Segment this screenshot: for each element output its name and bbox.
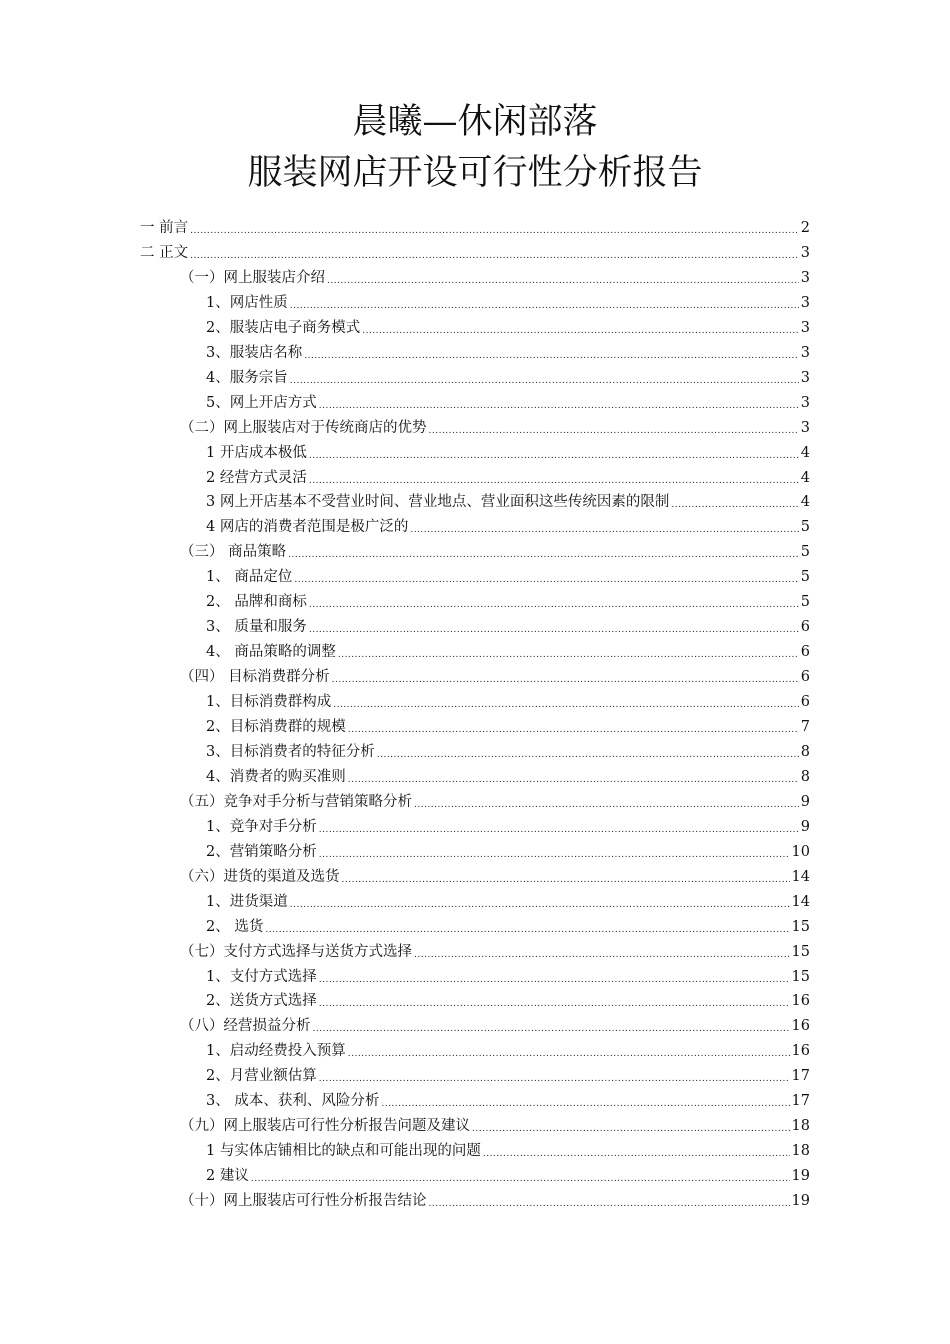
toc-entry[interactable] [206, 717, 810, 737]
toc-entry-label: 2、月营业额估算 [206, 1068, 317, 1085]
toc-leader-dots [190, 249, 799, 263]
toc-entry-label: 2、 品牌和商标 [206, 594, 307, 611]
toc-entry[interactable] [206, 991, 810, 1011]
toc-leader-dots [414, 948, 790, 962]
toc-entry[interactable] [206, 592, 810, 612]
toc-entry-label: 1 与实体店铺相比的缺点和可能出现的问题 [206, 1143, 481, 1160]
toc-leader-dots [319, 823, 799, 837]
toc-entry[interactable] [206, 468, 810, 488]
toc-entry[interactable] [206, 1141, 810, 1161]
toc-entry[interactable] [206, 293, 810, 313]
toc-page-number: 3 [800, 419, 810, 436]
toc-entry[interactable] [206, 842, 810, 862]
toc-entry-label: （四） 目标消费群分析 [180, 669, 330, 686]
toc-entry[interactable] [180, 1116, 810, 1136]
toc-page-number: 9 [800, 818, 810, 835]
toc-leader-dots [362, 324, 799, 338]
toc-leader-dots [429, 424, 799, 438]
toc-page-number: 5 [800, 569, 810, 586]
toc-page-number: 4 [800, 469, 810, 486]
toc-page-number: 6 [800, 644, 810, 661]
toc-entry[interactable] [206, 1041, 810, 1061]
toc-leader-dots [309, 598, 799, 612]
toc-entry-label: 2、 选货 [206, 918, 264, 935]
toc-leader-dots [319, 1072, 790, 1086]
toc-page-number: 2 [800, 220, 810, 236]
toc-page-number: 10 [791, 843, 810, 860]
toc-page-number: 4 [800, 494, 810, 511]
toc-entry[interactable] [206, 368, 810, 388]
toc-leader-dots [319, 973, 790, 987]
toc-page-number: 7 [800, 719, 810, 735]
toc-leader-dots [671, 498, 798, 512]
toc-page-number: 5 [800, 594, 810, 611]
toc-entry[interactable] [206, 1066, 810, 1086]
toc-entry-label: 3、 成本、获利、风险分析 [206, 1093, 380, 1110]
toc-page-number: 3 [800, 344, 810, 361]
toc-page-number: 14 [791, 868, 810, 885]
toc-page-number: 6 [800, 669, 810, 686]
toc-entry[interactable] [206, 617, 810, 637]
toc-entry[interactable] [206, 642, 810, 662]
toc-entry-label: 1、竞争对手分析 [206, 818, 317, 835]
toc-leader-dots [472, 1122, 790, 1136]
toc-leader-dots [327, 274, 799, 288]
toc-page-number: 15 [791, 918, 810, 935]
toc-leader-dots [190, 224, 799, 238]
toc-entry[interactable] [206, 393, 810, 413]
toc-page-number: 17 [791, 1093, 810, 1110]
toc-leader-dots [290, 898, 790, 912]
toc-page-number: 19 [791, 1193, 810, 1210]
toc-page-number: 15 [791, 943, 810, 960]
toc-entry-label: 2、送货方式选择 [206, 993, 317, 1010]
toc-entry-label: （一）网上服装店介绍 [180, 269, 325, 286]
toc-entry[interactable] [206, 917, 810, 937]
toc-entry-label: 1、支付方式选择 [206, 968, 317, 985]
toc-leader-dots [304, 349, 799, 363]
toc-entry[interactable] [206, 443, 810, 463]
toc-leader-dots [348, 773, 799, 787]
toc-page-number: 15 [791, 968, 810, 985]
toc-leader-dots [319, 848, 790, 862]
toc-entry[interactable] [206, 343, 810, 363]
toc-page-number: 19 [791, 1168, 810, 1185]
toc-entry[interactable] [206, 817, 810, 837]
toc-leader-dots [333, 698, 799, 712]
toc-entry[interactable] [180, 418, 810, 438]
toc-leader-dots [429, 1197, 790, 1211]
toc-entry[interactable] [206, 892, 810, 912]
toc-leader-dots [309, 623, 799, 637]
toc-entry[interactable] [206, 967, 810, 987]
toc-leader-dots [319, 399, 799, 413]
toc-page-number: 8 [800, 768, 810, 785]
toc-page-number: 3 [800, 244, 810, 261]
toc-page-number: 3 [800, 294, 810, 311]
toc-entry-label: 3、目标消费者的特征分析 [206, 743, 375, 760]
toc-page-number: 3 [800, 394, 810, 411]
toc-leader-dots [348, 723, 799, 737]
toc-page-number: 14 [791, 893, 810, 910]
toc-entry[interactable] [180, 667, 810, 687]
toc-leader-dots [309, 449, 799, 463]
toc-entry-label: 4 网店的消费者范围是极广泛的 [206, 519, 409, 536]
toc-leader-dots [410, 523, 798, 537]
toc-leader-dots [381, 1097, 789, 1111]
toc-entry-label: 2、服装店电子商务模式 [206, 319, 361, 336]
toc-entry-label: （二）网上服装店对于传统商店的优势 [180, 419, 427, 436]
toc-entry-label: 1、进货渠道 [206, 893, 288, 910]
toc-leader-dots [309, 474, 799, 488]
toc-leader-dots [265, 923, 789, 937]
document-subtitle: 服装网店开设可行性分析报告 [247, 153, 703, 193]
toc-entry[interactable] [180, 1016, 810, 1036]
toc-entry-label: 2 经营方式灵活 [206, 469, 307, 486]
toc-entry-label: （五）竞争对手分析与营销策略分析 [180, 793, 412, 810]
toc-leader-dots [290, 374, 799, 388]
toc-page-number: 6 [800, 619, 810, 636]
toc-leader-dots [290, 299, 799, 313]
toc-page-number: 16 [791, 993, 810, 1010]
toc-entry[interactable] [206, 517, 810, 537]
toc-entry-label: 一 前言 [140, 220, 189, 236]
toc-page-number: 17 [791, 1068, 810, 1085]
toc-page-number: 3 [800, 269, 810, 286]
toc-entry[interactable] [206, 692, 810, 712]
document-title: 晨曦—休闲部落 [352, 102, 598, 142]
toc-entry[interactable] [206, 567, 810, 587]
toc-entry-label: （七）支付方式选择与送货方式选择 [180, 943, 412, 960]
toc-entry-label: 1、 商品定位 [206, 569, 293, 586]
toc-entry-label: （八）经营损益分析 [180, 1018, 311, 1035]
toc-leader-dots [313, 1022, 790, 1036]
toc-entry[interactable] [180, 1191, 810, 1211]
toc-entry-label: 2、营销策略分析 [206, 843, 317, 860]
toc-entry[interactable] [206, 1166, 810, 1186]
toc-entry[interactable] [140, 218, 810, 238]
toc-page-number: 16 [791, 1043, 810, 1060]
toc-entry-label: 1、目标消费群构成 [206, 694, 332, 711]
toc-entry-label: 3、服装店名称 [206, 344, 303, 361]
toc-entry[interactable] [206, 492, 810, 512]
toc-leader-dots [348, 1047, 790, 1061]
toc-entry[interactable] [180, 542, 810, 562]
toc-entry-label: 4、 商品策略的调整 [206, 644, 336, 661]
toc-entry[interactable] [140, 243, 810, 263]
toc-entry-label: 1、启动经费投入预算 [206, 1043, 346, 1060]
toc-page-number: 4 [800, 444, 810, 461]
toc-entry-label: 2、目标消费群的规模 [206, 719, 346, 735]
toc-leader-dots [414, 798, 799, 812]
toc-page-number: 18 [791, 1143, 810, 1160]
toc-entry[interactable] [180, 268, 810, 288]
toc-entry-label: （十）网上服装店可行性分析报告结论 [180, 1193, 427, 1210]
toc-page-number: 16 [791, 1018, 810, 1035]
toc-leader-dots [483, 1147, 790, 1161]
toc-leader-dots [342, 873, 790, 887]
toc-entry-label: （九）网上服装店可行性分析报告问题及建议 [180, 1118, 470, 1135]
toc-page-number: 3 [800, 319, 810, 336]
toc-entry-label: （三） 商品策略 [180, 544, 287, 561]
toc-leader-dots [251, 1172, 790, 1186]
toc-entry-label: 5、网上开店方式 [206, 394, 317, 411]
toc-page-number: 5 [800, 519, 810, 536]
toc-entry-label: 2 建议 [206, 1168, 249, 1185]
toc-entry-label: 1 开店成本极低 [206, 444, 307, 461]
toc-entry-label: 3、 质量和服务 [206, 619, 307, 636]
toc-entry[interactable] [206, 318, 810, 338]
toc-page-number: 9 [800, 793, 810, 810]
toc-entry-label: 3 网上开店基本不受营业时间、营业地点、营业面积这些传统因素的限制 [206, 494, 670, 511]
toc-page-number: 18 [791, 1118, 810, 1135]
toc-leader-dots [377, 748, 799, 762]
toc-entry[interactable] [180, 792, 810, 812]
toc-page-number: 8 [800, 743, 810, 760]
toc-entry-label: 4、服务宗旨 [206, 369, 288, 386]
toc-page-number: 3 [800, 369, 810, 386]
toc-entry-label: （六）进货的渠道及选货 [180, 868, 340, 885]
toc-leader-dots [319, 997, 790, 1011]
toc-entry[interactable] [206, 742, 810, 762]
toc-page-number: 6 [800, 694, 810, 711]
toc-entry[interactable] [180, 867, 810, 887]
toc-entry-label: 1、网店性质 [206, 294, 288, 311]
toc-entry-label: 二 正文 [140, 244, 189, 261]
toc-entry[interactable] [206, 1091, 810, 1111]
toc-entry[interactable] [180, 942, 810, 962]
toc-page-number: 5 [800, 544, 810, 561]
toc-entry[interactable] [206, 767, 810, 787]
toc-leader-dots [288, 548, 799, 562]
toc-leader-dots [294, 573, 798, 587]
toc-leader-dots [338, 648, 799, 662]
toc-entry-label: 4、消费者的购买准则 [206, 768, 346, 785]
toc-leader-dots [332, 673, 799, 687]
